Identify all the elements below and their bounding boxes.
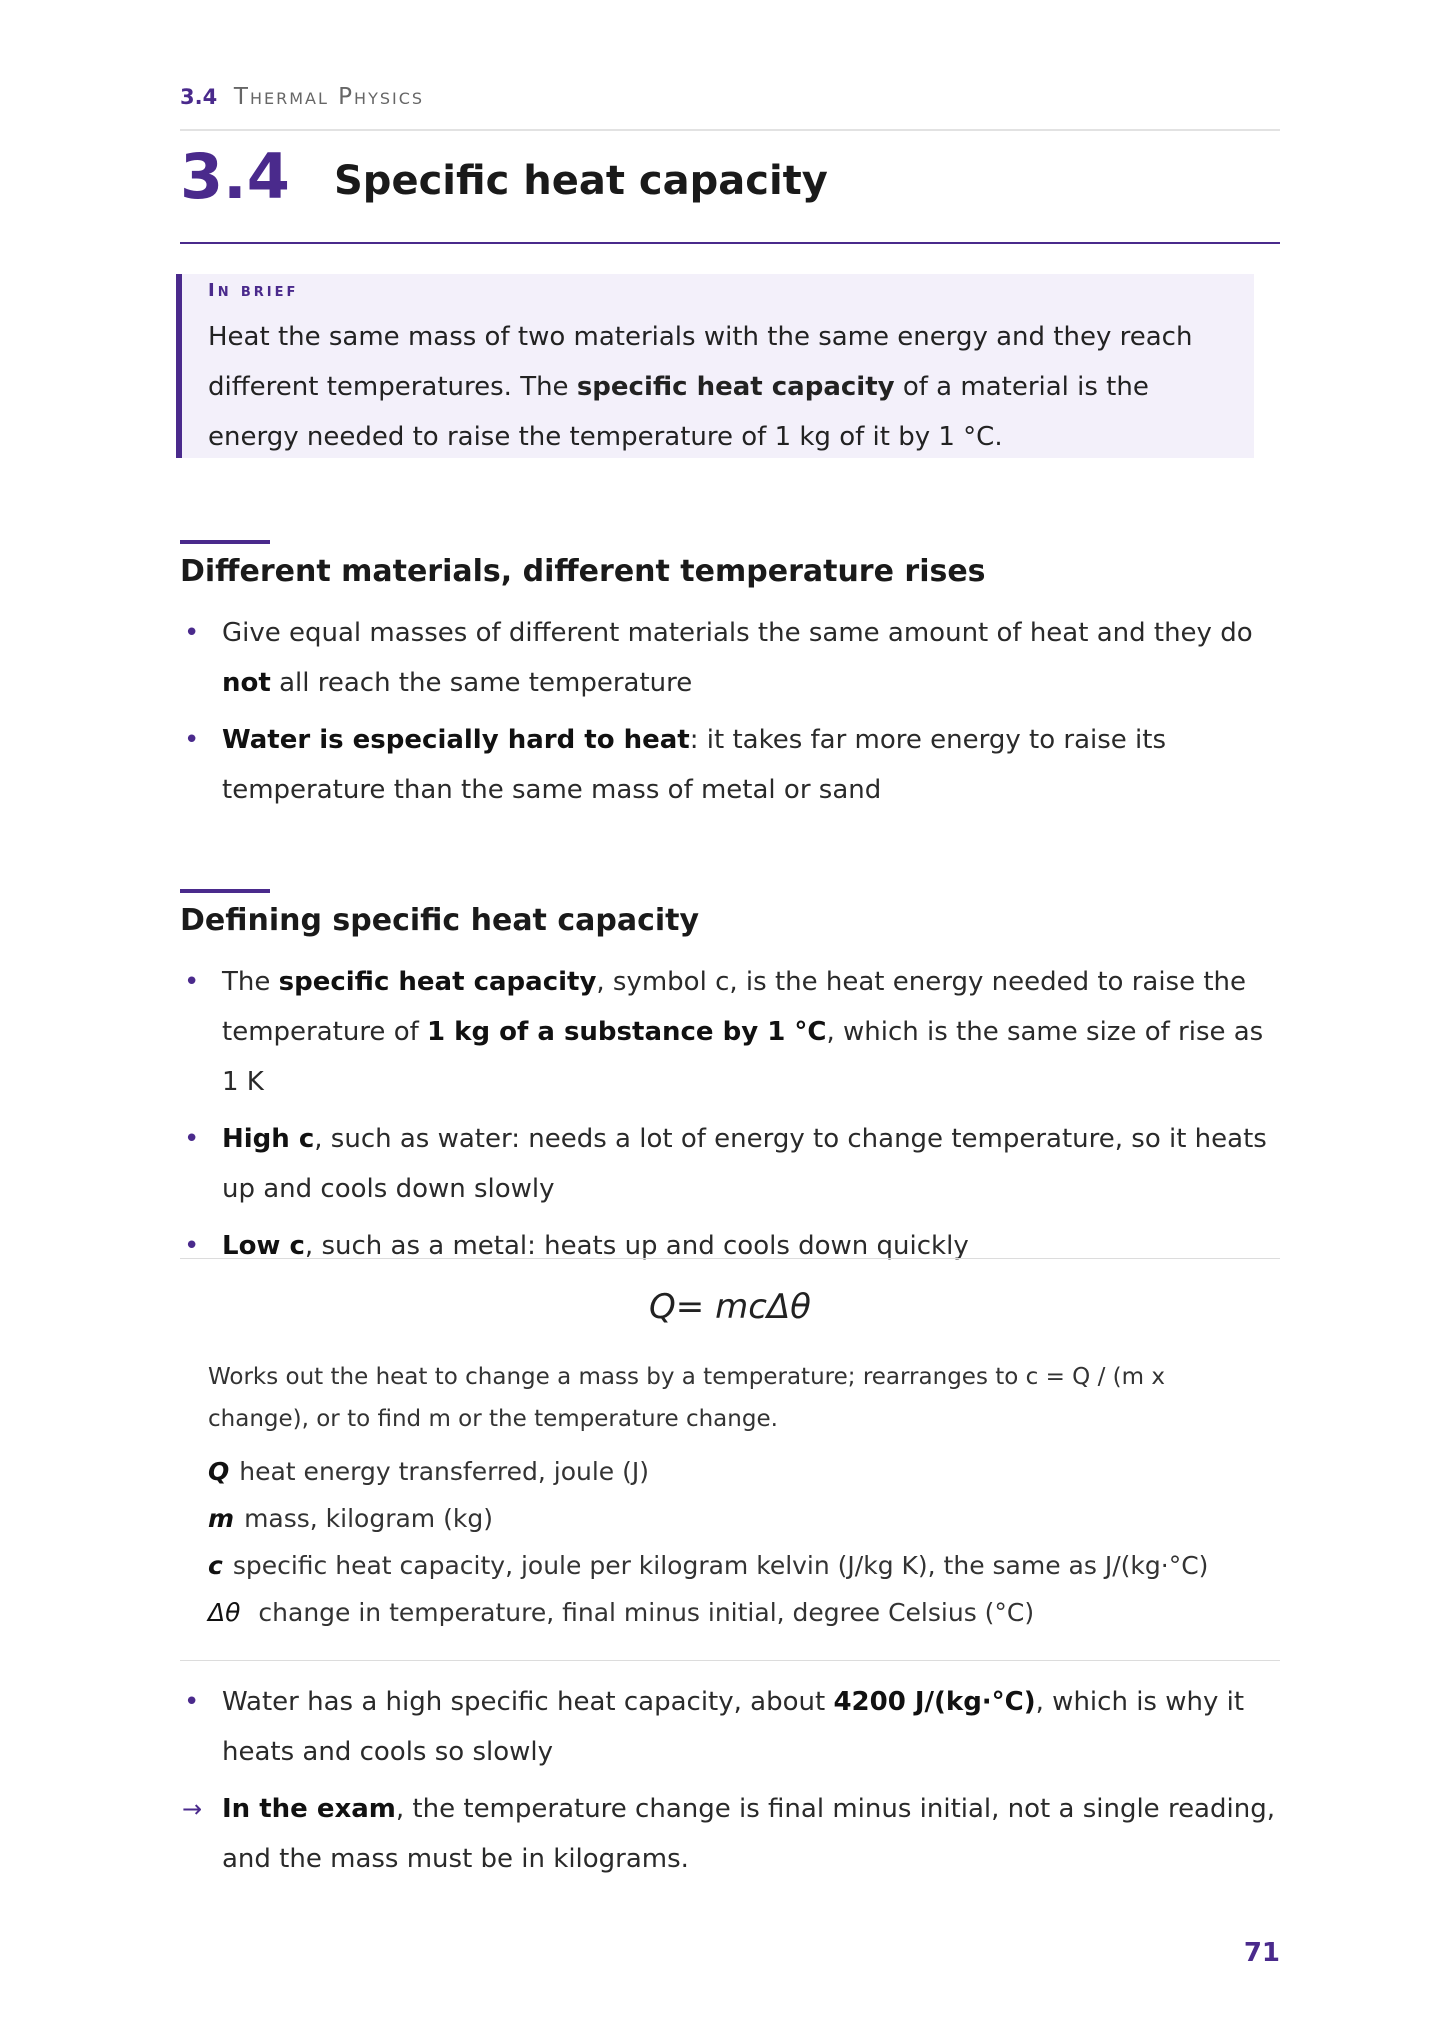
list-item: • Low c, such as a metal: heats up and cools down quickly: [180, 1221, 1280, 1271]
running-head: [180, 84, 424, 110]
chapter-title: Specific heat capacity: [334, 158, 828, 204]
page: [180, 0, 1280, 2043]
section-accent-bar: [180, 889, 270, 893]
bullet-icon: •: [184, 1687, 200, 1717]
running-head-number: 3.4: [180, 85, 218, 109]
bullet-icon: •: [184, 1231, 200, 1261]
in-brief-box: [176, 274, 1254, 458]
variable-row: Δθ change in temperature, final minus initial, degree Celsius (°C): [208, 1598, 1035, 1627]
section-2-bullets: [180, 957, 1280, 1278]
equation-formula: Q= mcΔθ: [649, 1287, 811, 1327]
section-accent-bar: [180, 540, 270, 544]
title-rule: [180, 242, 1280, 244]
page-number: 71: [1243, 1938, 1280, 1968]
variable-row: c specific heat capacity, joule per kilogram kelvin (J/kg K), the same as J/(kg·°C): [208, 1551, 1209, 1580]
arrow-right-icon: →: [182, 1795, 203, 1823]
bullet-icon: •: [184, 967, 200, 997]
equation-description: Works out the heat to change a mass by a temperature; rearranges to c = Q / (m x change), or to find m or the temperature change.: [208, 1364, 1165, 1432]
list-item: • Give equal masses of different materials the same amount of heat and they do not all reach the same temperature: [180, 608, 1280, 708]
closing-bullets: [180, 1677, 1280, 1891]
header-rule: [180, 129, 1280, 131]
section-heading-defining: Defining specific heat capacity: [180, 903, 700, 938]
section-heading-different-materials: Different materials, different temperature rises: [180, 554, 986, 589]
bullet-icon: •: [184, 1124, 200, 1154]
list-item: • The specific heat capacity, symbol c, is the heat energy needed to raise the temperature of 1 kg of a substance by 1 °C, which is the same size of rise as 1 K: [180, 957, 1280, 1107]
exam-tip: → In the exam, the temperature change is final minus initial, not a single reading, and the mass must be in kilograms.: [180, 1784, 1280, 1884]
list-item: • Water has a high specific heat capacity, about 4200 J/(kg·°C), which is why it heats and cools so slowly: [180, 1677, 1280, 1777]
chapter-number: 3.4: [180, 140, 290, 213]
list-item: • High c, such as water: needs a lot of energy to change temperature, so it heats up and cools down slowly: [180, 1114, 1280, 1214]
variable-row: Q heat energy transferred, joule (J): [208, 1457, 650, 1486]
section-1-bullets: [180, 608, 1280, 822]
equation-top-rule: [180, 1258, 1280, 1259]
list-item: • Water is especially hard to heat: it takes far more energy to raise its temperature than the same mass of metal or sand: [180, 715, 1280, 815]
equation-bottom-rule: [180, 1660, 1280, 1661]
variable-row: m mass, kilogram (kg): [208, 1504, 493, 1533]
running-head-title: Thermal Physics: [233, 84, 425, 110]
bullet-icon: •: [184, 725, 200, 755]
bullet-icon: •: [184, 618, 200, 648]
in-brief-text: Heat the same mass of two materials with the same energy and they reach different temperatures. The specific heat capacity of a material is the energy needed to raise the temperature of 1 kg of it by 1 °C.: [208, 322, 1193, 452]
equation-variables: [208, 1448, 1268, 1636]
in-brief-label: In brief: [208, 280, 299, 301]
